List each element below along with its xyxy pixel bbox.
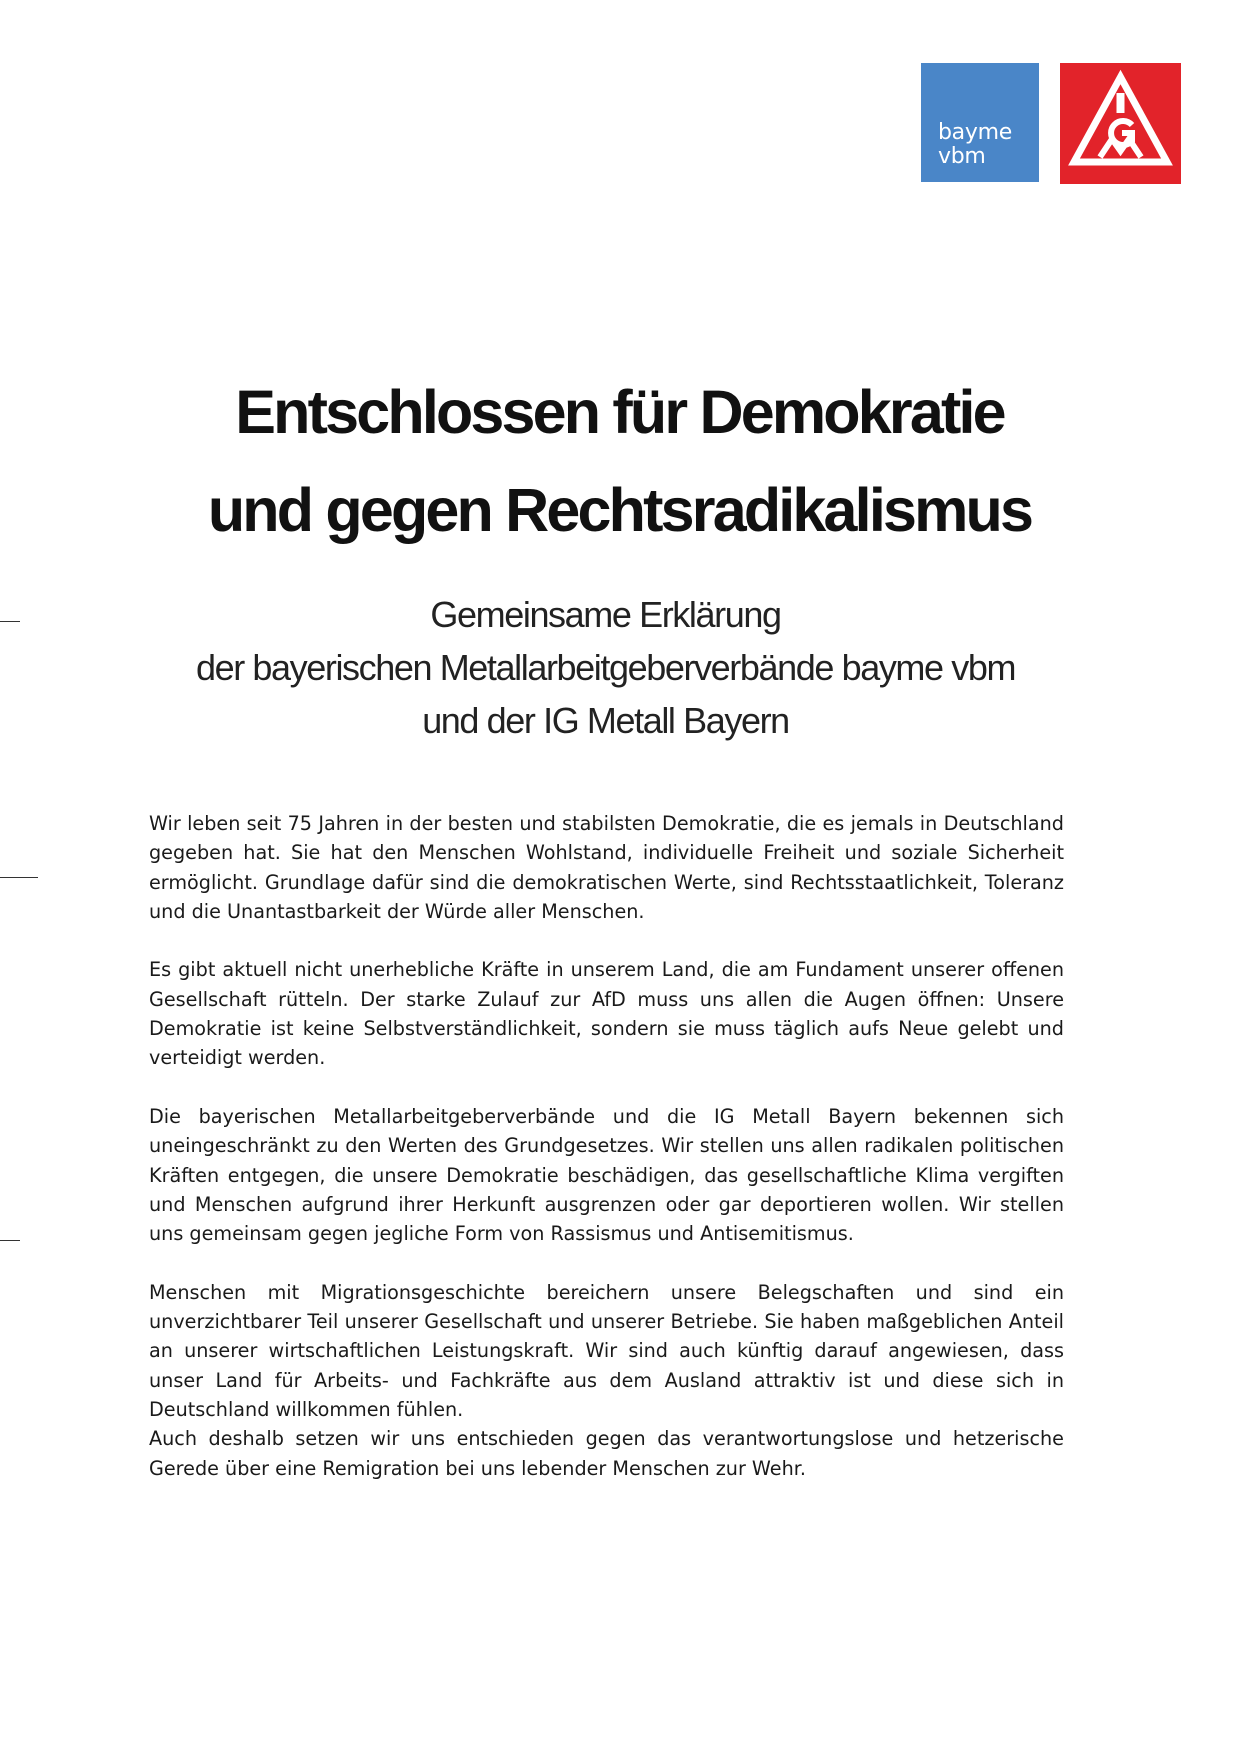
paragraph-4: Menschen mit Migrationsgeschichte bereichern unsere Belegschaften und sind ein unverzichtbarer Teil unserer Gesellschaft und unserer Betriebe. Sie haben maßgeblichen Anteil an unserer wirtschaftlichen Leistungskraft. Wir sind auch künftig darauf angewiesen, dass unser Land für Arbeits- und Fachkräfte aus dem Ausland attraktiv ist und diese sich in Deutschland willkommen fühlen.: [149, 1280, 1064, 1421]
ig-metall-logo: [1060, 63, 1181, 184]
paragraph-1: Wir leben seit 75 Jahren in der besten und stabilsten Demokratie, die es jemals in Deutschland gegeben hat. Sie hat den Menschen Wohlstand, individuelle Freiheit und soziale Sicherheit ermöglicht. Grundlage dafür sind die demokratischen Werte, sind Rechtsstaatlichkeit, Toleranz und die Unantastbarkeit der Würde aller Menschen.: [149, 812, 1064, 923]
paragraph-5: Auch deshalb setzen wir uns entschieden gegen das verantwortungslose und hetzerische Gerede über eine Remigration bei uns lebender Menschen zur Wehr.: [149, 1427, 1064, 1480]
document-subtitle: [0, 588, 1211, 747]
bayme-vbm-logo: [921, 63, 1039, 182]
ig-metall-emblem-icon: [1060, 63, 1181, 184]
fold-mark-bottom: [0, 1240, 20, 1241]
bayme-logo-line2: vbm: [938, 144, 986, 169]
subtitle-line-1: Gemeinsame Erklärung: [430, 594, 781, 635]
paragraph-3: Die bayerischen Metallarbeitgeberverbände und die IG Metall Bayern bekennen sich uneingeschränkt zu den Werten des Grundgesetzes. Wir stellen uns allen radikalen politischen Kräften entgegen, die unsere Demokratie beschädigen, das gesellschaftliche Klima vergiften und Menschen aufgrund ihrer Herkunft ausgrenzen oder gar deportieren wollen. Wir stellen uns gemeinsam gegen jegliche Form von Rassismus und Antisemitismus.: [149, 1104, 1064, 1246]
title-line-1: Entschlossen für Demokratie: [235, 378, 1004, 446]
subtitle-line-2: der bayerischen Metallarbeitgeberverbände bayme vbm: [195, 647, 1016, 688]
punch-mark-center: [0, 877, 38, 878]
title-line-2: und gegen Rechtsradikalismus: [207, 476, 1032, 544]
document-title: [0, 363, 1239, 559]
bayme-logo-line1: bayme: [938, 120, 1012, 145]
subtitle-line-3: und der IG Metall Bayern: [422, 700, 789, 741]
paragraph-2: Es gibt aktuell nicht unerhebliche Kräfte in unserem Land, die am Fundament unserer offenen Gesellschaft rütteln. Der starke Zulauf zur AfD muss uns allen die Augen öffnen: Unsere Demokratie ist keine Selbstverständlichkeit, sondern sie muss täglich aufs Neue gelebt und verteidigt werden.: [149, 958, 1064, 1070]
statement-body: [149, 809, 1064, 1483]
